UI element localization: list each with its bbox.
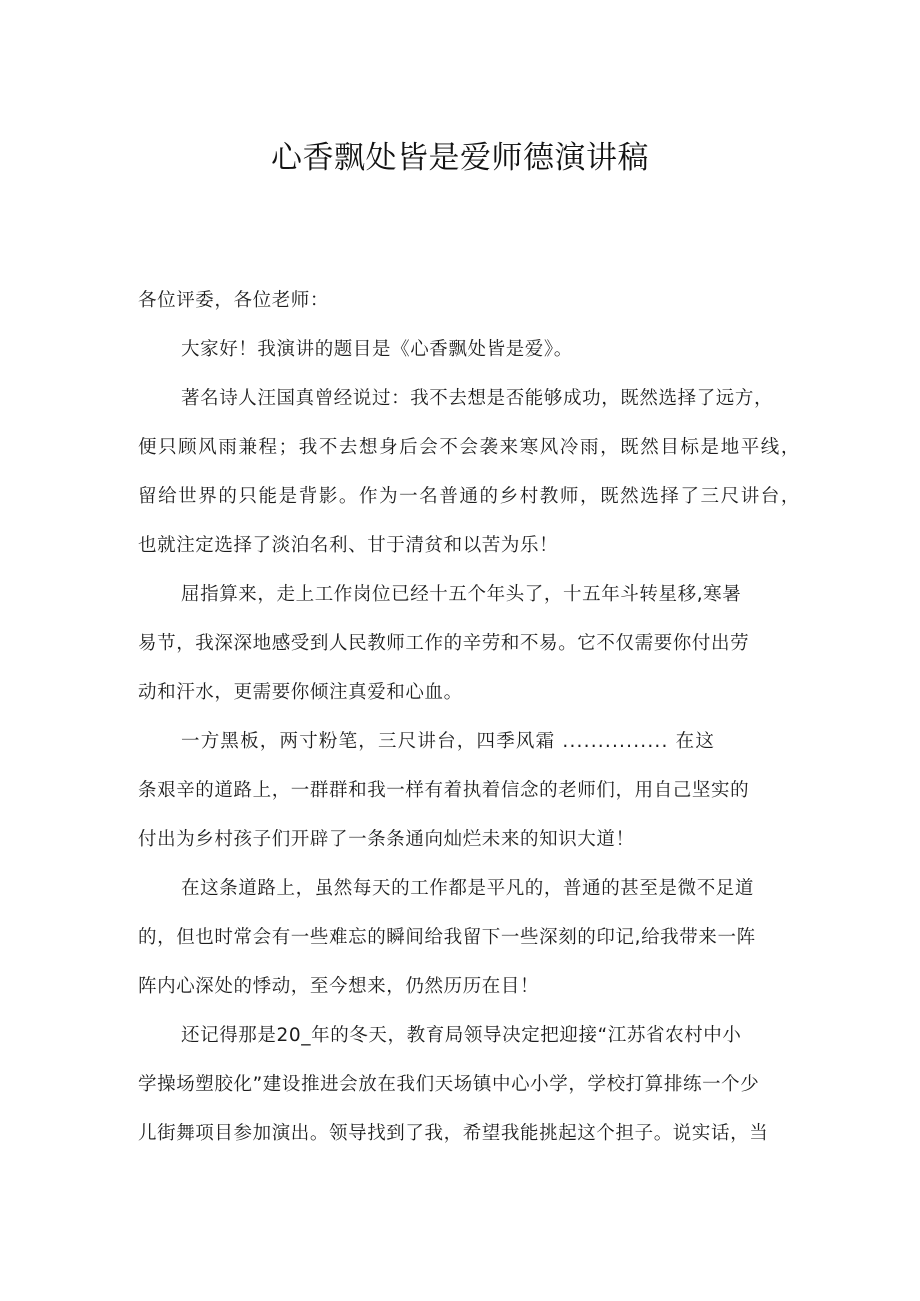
paragraph-line: 学操场塑胶化”建设推进会放在我们天场镇中心小学，学校打算排练一个少 bbox=[138, 1074, 760, 1095]
salutation: 各位评委，各位老师： bbox=[138, 290, 330, 311]
paragraph-line: 大家好！我演讲的题目是《心香飘处皆是爱》。 bbox=[181, 339, 573, 360]
paragraph-line: 付出为乡村孩子们开辟了一条条通向灿烂未来的知识大道！ bbox=[138, 829, 635, 850]
paragraph-line: 条艰辛的道路上，一群群和我一样有着执着信念的老师们，用自己坚实的 bbox=[138, 780, 750, 801]
paragraph-line: 便只顾风雨兼程；我不去想身后会不会袭来寒风冷雨，既然目标是地平线， bbox=[138, 437, 800, 458]
paragraph-line: 的，但也时常会有一些难忘的瞬间给我留下一些深刻的印记,给我带来一阵 bbox=[138, 927, 756, 948]
paragraph-line: 阵内心深处的悸动，至今想来，仍然历历在目！ bbox=[138, 976, 540, 997]
document-title: 心香飘处皆是爱师德演讲稿 bbox=[271, 140, 649, 176]
document-body bbox=[138, 286, 818, 1168]
paragraph-line: 屈指算来，走上工作岗位已经十五个年头了，十五年斗转星移,寒暑 bbox=[181, 584, 742, 605]
paragraph-line: 一方黑板，两寸粉笔，三尺讲台，四季风霜 ............... 在这 bbox=[181, 731, 716, 752]
paragraph-line: 也就注定选择了淡泊名利、甘于清贫和以苦为乐！ bbox=[138, 535, 559, 556]
paragraph-line: 易节，我深深地感受到人民教师工作的辛劳和不易。它不仅需要你付出劳 bbox=[138, 633, 750, 654]
paragraph-line: 儿街舞项目参加演出。领导找到了我，希望我能挑起这个担子。说实话，当 bbox=[138, 1123, 769, 1144]
paragraph-line: 还记得那是20_年的冬天，教育局领导决定把迎接“江苏省农村中小 bbox=[181, 1025, 742, 1046]
paragraph-line: 在这条道路上，虽然每天的工作都是平凡的，普通的甚至是微不足道 bbox=[181, 878, 755, 899]
paragraph-line: 著名诗人汪国真曾经说过：我不去想是否能够成功，既然选择了远方， bbox=[181, 388, 774, 409]
paragraph-line: 动和汗水，更需要你倾注真爱和心血。 bbox=[138, 682, 463, 703]
paragraph-line: 留给世界的只能是背影。作为一名普通的乡村教师，既然选择了三尺讲台， bbox=[138, 486, 800, 507]
